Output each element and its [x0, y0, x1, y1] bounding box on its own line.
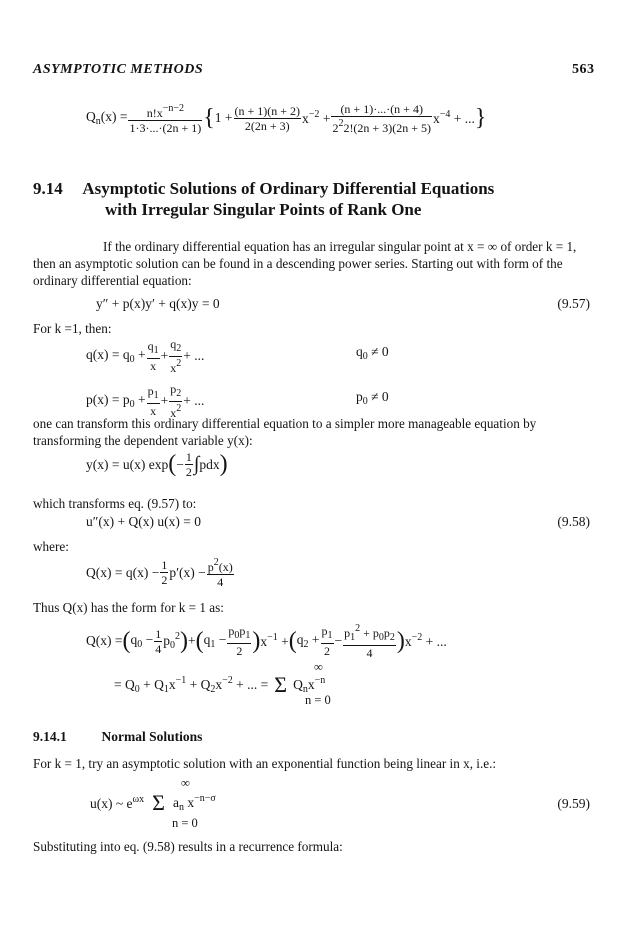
equation-Q-definition: Q(x) = q(x) − $\frac{1}{2}$ p′(x) − $\frac{p^2(x)}{4}$ [86, 557, 233, 589]
subsection-number: 9.14.1 [33, 729, 67, 744]
page-number: 563 [572, 62, 595, 77]
equation-p-expansion: $p(x) = p_0$ + $\frac{p_1}{x}$ + $\frac{p_2}{x^2}$ + ... [86, 382, 205, 420]
equation-Q-expanded: Q(x) = ( $q_0$ − $\frac{1}{4}$ $p_0^2$ ) + ( $q_1$ − $\frac{p_0p_1}{2}$ ) $x^{-1}$ + ( $q_2$ + $\frac{p_1}{2}$ − $\frac{p_1^2 + p_0p_2}{4}$ ) $x^{-2}$ + ... [86, 623, 447, 660]
equation-number-9-57: (9.57) [557, 296, 590, 311]
paragraph-normal-intro: For k = 1, try an asymptotic solution with an exponential function being linear in x, i.e.: [33, 756, 497, 771]
paragraph-transforms-eq: which transforms eq. (9.57) to: [33, 496, 197, 511]
equation-q-expansion: $q(x) = q_0$ + $\frac{q_1}{x}$ + $\frac{q_2}{x^2}$ + ... [86, 337, 205, 375]
p0-condition: $p_0 \ne 0$ [356, 389, 389, 407]
paragraph-transform: one can transform this ordinary differential equation to a simpler more manageable equation by transforming the dependent variable y(x): [33, 416, 537, 448]
sum-lower-limit: n = 0 [305, 693, 331, 707]
q0-condition: $q_0 \ne 0$ [356, 344, 389, 362]
equation-Q-series: = $Q_0 + Q_1x^{-1} + Q_2x^{-2}$ + ... = Σ $Q_nx^{-n}$ [114, 672, 326, 697]
sum59-upper-limit: ∞ [181, 776, 190, 790]
paragraph-intro: If the ordinary differential equation has an irregular singular point at x = ∞ of order k = 1, then an asymptotic solution can be found in a descending power series. Starting out with form of the ordinary differential equation: [33, 239, 577, 288]
section-heading [33, 178, 494, 199]
paragraph-thus: Thus Q(x) has the form for k = 1 as: [33, 600, 224, 615]
subsection-title: Normal Solutions [101, 729, 203, 744]
equation-9-59: u(x) ~ $e^{\omega x}$ Σ $a_n$ $x^{-n-\sigma}$ [90, 790, 216, 815]
equation-number-9-59: (9.59) [557, 796, 590, 811]
sum-upper-limit: ∞ [314, 660, 323, 674]
equation-qn: $Q_n(x)$ = $\frac{n!x^{-n-2}}{1\cdot 3\cdot...\cdot(2n + 1)}$ { 1 + $\frac{(n + 1)(n + 2)}{2(2n + 3)}$ $x^{-2}$ + $\frac{(n + 1)\cdot...\cdot(n + 4)}{2^22!(2n + 3)(2n + 5)}$ $x^{-4}$ + ... } [86, 101, 487, 135]
subsection-heading [33, 729, 202, 745]
section-title-line1: Asymptotic Solutions of Ordinary Differential Equations [82, 179, 495, 198]
paragraph-substituting: Substituting into eq. (9.58) results in a recurrence formula: [33, 839, 343, 854]
section-title-line2: with Irregular Singular Points of Rank One [105, 200, 422, 219]
equation-9-57: y″ + p(x)y′ + q(x)y = 0 [96, 296, 220, 311]
sum59-lower-limit: n = 0 [172, 816, 198, 830]
equation-y-transform: y(x) = u(x) exp ( − $\frac{1}{2}$ ∫ pdx ) [86, 450, 228, 479]
running-title: ASYMPTOTIC METHODS [33, 62, 204, 77]
paragraph-where: where: [33, 539, 69, 554]
paragraph-for-k1: For k =1, then: [33, 321, 112, 336]
equation-9-58: u″(x) + Q(x) u(x) = 0 [86, 514, 201, 529]
equation-number-9-58: (9.58) [557, 514, 590, 529]
section-number: 9.14 [33, 179, 63, 198]
